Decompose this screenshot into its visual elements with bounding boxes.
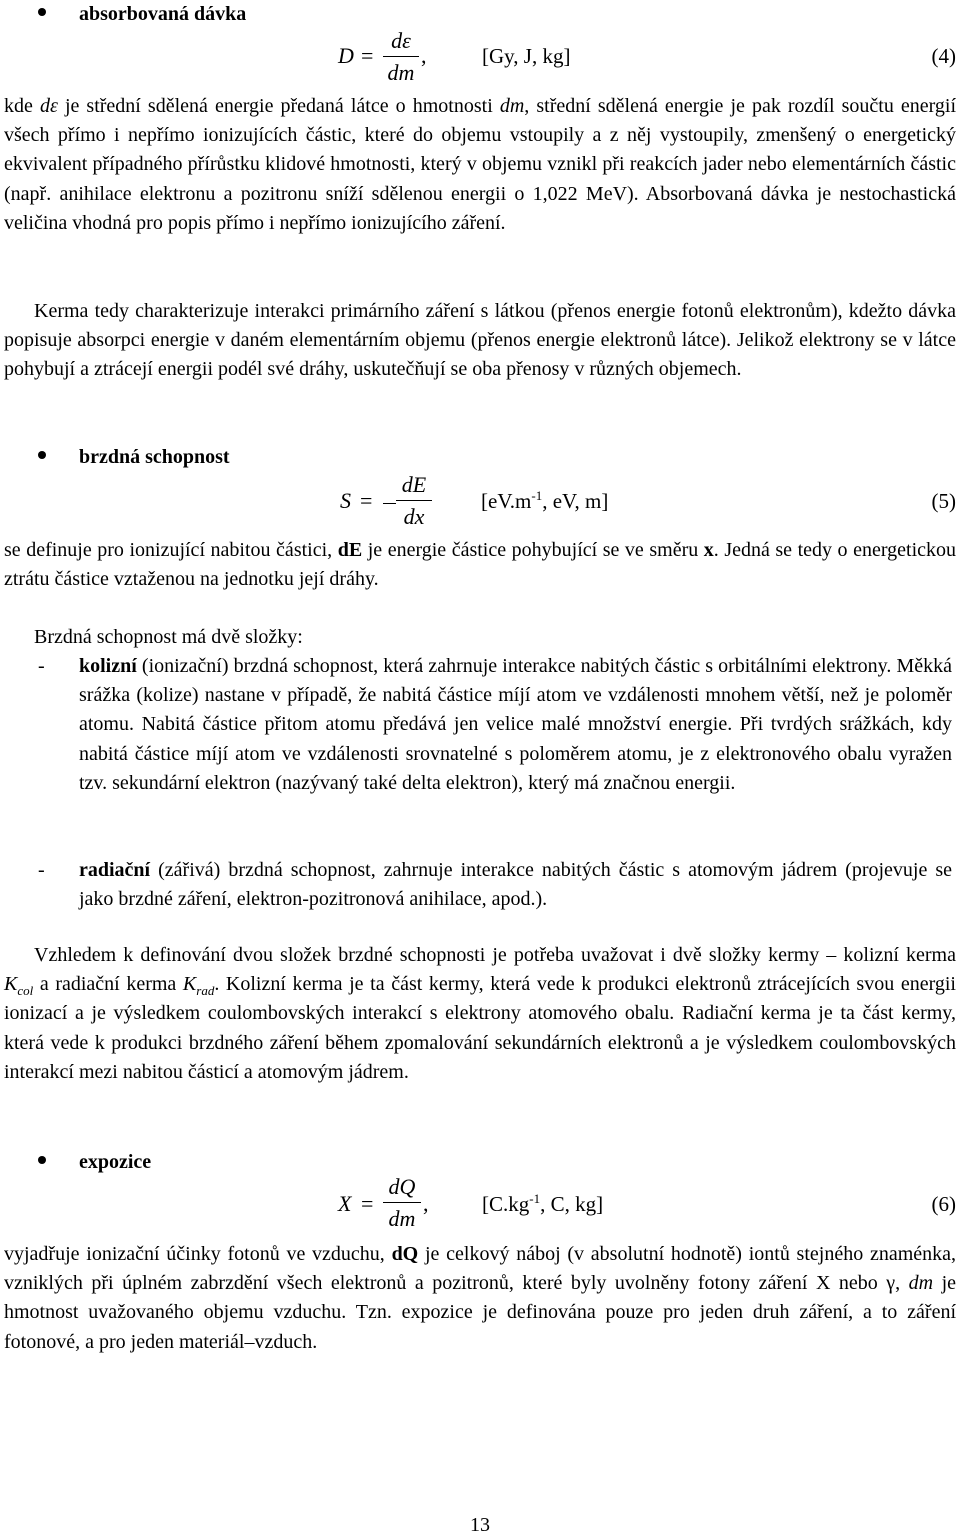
eq-minus (383, 503, 396, 504)
units-superscript: -1 (529, 1191, 541, 1206)
symbol-K: K (182, 973, 197, 996)
eq-denominator: dm (387, 60, 415, 86)
bullet-dot (38, 8, 46, 16)
paragraph-exposure-definition (4, 1240, 956, 1357)
equation-5 (0, 472, 960, 542)
paragraph-text: Kerma tedy charakterizuje interakci primárního záření s látkou (přenos energie fotonů elektronům), kdežto dávka popisuje absorpci energie v daném elementárním objemu (přenos energie elektronů látce). Jelikož elektrony se v látce pohybují a ztrácejí energii podél své dráhy, uskutečňují se oba přenosy v různých objemech. (4, 300, 956, 381)
symbol-dQ: dQ (391, 1243, 419, 1265)
list-item-term: radiační (79, 859, 151, 881)
bullet-label: absorbovaná dávka (79, 3, 247, 25)
paragraph-text (4, 1240, 956, 1357)
paragraph-absorbed-definition (4, 92, 956, 238)
units-text: , C, kg] (540, 1192, 604, 1216)
eq-fraction (383, 28, 419, 86)
paragraph-text (4, 536, 956, 594)
equation-6 (0, 1174, 960, 1244)
eq-numerator: dε (391, 28, 411, 53)
symbol-dm: dm (499, 95, 525, 117)
equation-4 (0, 28, 960, 98)
symbol-dE: dE (337, 539, 363, 561)
units-superscript: -1 (531, 488, 543, 503)
eq-denominator: dx (403, 504, 425, 530)
fraction-bar (383, 1202, 421, 1203)
text-run: a radiační kerma (39, 973, 177, 996)
paragraph-stopping-definition (4, 536, 956, 594)
subscript-col: col (17, 983, 34, 999)
eq-lhs: D (338, 43, 354, 68)
paragraph-kerma-vs-dose (4, 297, 956, 385)
paragraph-kerma-components (4, 941, 956, 1087)
bullet-absorbed-dose (0, 0, 960, 28)
bullet-dot (38, 1156, 46, 1164)
bullet-exposure (0, 1148, 960, 1176)
text-run: je střední sdělená energie předaná látce o hmotnosti (64, 95, 493, 117)
paragraph-text (4, 92, 956, 238)
bullet-label: brzdná schopnost (79, 446, 230, 468)
eq-units: [Gy, J, kg] (482, 44, 571, 68)
text-run: vyjadřuje ionizační účinky fotonů ve vzduchu, (4, 1243, 385, 1265)
bullet-stopping-power (0, 443, 960, 471)
subscript-rad: rad (196, 983, 215, 999)
fraction-bar (396, 500, 432, 501)
fraction-bar (383, 56, 419, 57)
eq-equals: = (361, 43, 374, 68)
eq-comma: , (423, 1191, 429, 1216)
eq-number: (6) (931, 1192, 956, 1216)
list-item-term: kolizní (79, 655, 137, 677)
list-item-text (79, 856, 952, 914)
eq-units (481, 489, 608, 514)
units-text: , eV, m] (542, 489, 609, 513)
bullet-dot (38, 451, 46, 459)
text-run: (ionizační) brzdná schopnost, která zahrnuje interakce nabitých částic s orbitálními elektrony. Měkká srážka (kolize) nastane v případě, že nabitá částice míjí atom ve vzdálenosti mnohem větší, než je poloměr atomu. Nabitá částice přitom atomu předává jen velice malé množství energie. Při tvrdých srážkách, kdy nabitá částice míjí atom ve vzdálenosti srovnatelné s poloměrem atomu, je z elektronového obalu vyražen tzv. sekundární elektron (nazývaný také delta elektron), který má značnou energii. (79, 655, 952, 794)
eq-comma: , (421, 43, 427, 68)
eq-lhs: S (340, 488, 351, 513)
eq-units (482, 1192, 603, 1217)
text-run: . Kolizní kerma je ta část kermy, která vede k produkci elektronů ztrácejících svou energii ionizací a je výsledkem coulombovských interakcí s elektrony atomového obalu. Radiační kerma je ta část kermy, která vede k produkci brzdného záření během zpomalování sekundárních elektronů a je výsledkem coulombovských interakcí mezi nabitou částicí a atomovým jádrem. (4, 973, 956, 1083)
units-text: [C.kg (482, 1192, 530, 1216)
symbol-K: K (4, 973, 18, 996)
text-run: , střední sdělená energie je pak rozdíl součtu energií všech přímo i nepřímo ionizujících částic, které do objemu vstoupily a z něj vystoupily, zmenšený o energetický ekvivalent případného přírůstku klidové hmotnosti, který v objemu vznikl při reakcích jader nebo elementárních částic (např. anihilace elektronu a pozitronu sníží sdělenou energii o 1,022 MeV). Absorbovaná dávka je nestochastická veličina vhodná pro popis přímo i nepřímo ionizujícího záření. (4, 95, 957, 234)
eq-number: (4) (931, 44, 956, 68)
text-run: je hmotnost uvažovaného objemu vzduchu. Tzn. expozice je definována pouze pro jeden druh záření, a to záření fotonové, a pro jeden materiál–vzduch. (4, 1272, 957, 1353)
paragraph-two-components (4, 623, 956, 652)
paragraph-text (4, 941, 956, 1087)
text-run: . Jedná se tedy o energetickou ztrátu částice vztaženou na jednotku její dráhy. (4, 539, 957, 591)
text-run: je celkový náboj (v absolutní hodnotě) iontů stejného znaménka, vzniklých při úplném zabrzdění všech elektronů a pozitronů, které byly uvolněny fotony záření X nebo γ, (4, 1243, 957, 1295)
eq-number: (5) (931, 489, 956, 513)
eq-fraction (396, 472, 432, 530)
text-run: se definuje pro ionizující nabitou částici, (4, 539, 333, 561)
list-item-text (79, 652, 952, 798)
eq-numerator: dQ (388, 1174, 416, 1199)
eq-equals: = (360, 488, 373, 513)
text-run: kde (4, 95, 33, 117)
units-text: [eV.m (481, 489, 532, 513)
page-number: 13 (470, 1514, 490, 1536)
text-run: (zářivá) brzdná schopnost, zahrnuje interakce nabitých částic s atomovým jádrem (projevuje se jako brzdné záření, elektron-pozitronová anihilace, apod.). (79, 859, 953, 911)
eq-denominator: dm (388, 1206, 416, 1232)
symbol-x: x (703, 539, 714, 561)
text-run: je energie částice pohybující se ve směru (367, 539, 699, 561)
bullet-label: expozice (79, 1151, 152, 1173)
symbol-deps: dε (39, 95, 58, 117)
list-dash: - (38, 859, 45, 881)
eq-lhs: X (338, 1191, 352, 1216)
eq-fraction (383, 1174, 421, 1232)
symbol-dm: dm (908, 1272, 934, 1295)
list-dash: - (38, 655, 45, 677)
paragraph-text: Brzdná schopnost má dvě složky: (34, 626, 303, 648)
text-run: Vzhledem k definování dvou složek brzdné schopnosti je potřeba uvažovat i dvě složky kermy – kolizní kerma (34, 944, 956, 966)
eq-equals: = (361, 1191, 374, 1216)
eq-numerator: dE (401, 472, 427, 497)
